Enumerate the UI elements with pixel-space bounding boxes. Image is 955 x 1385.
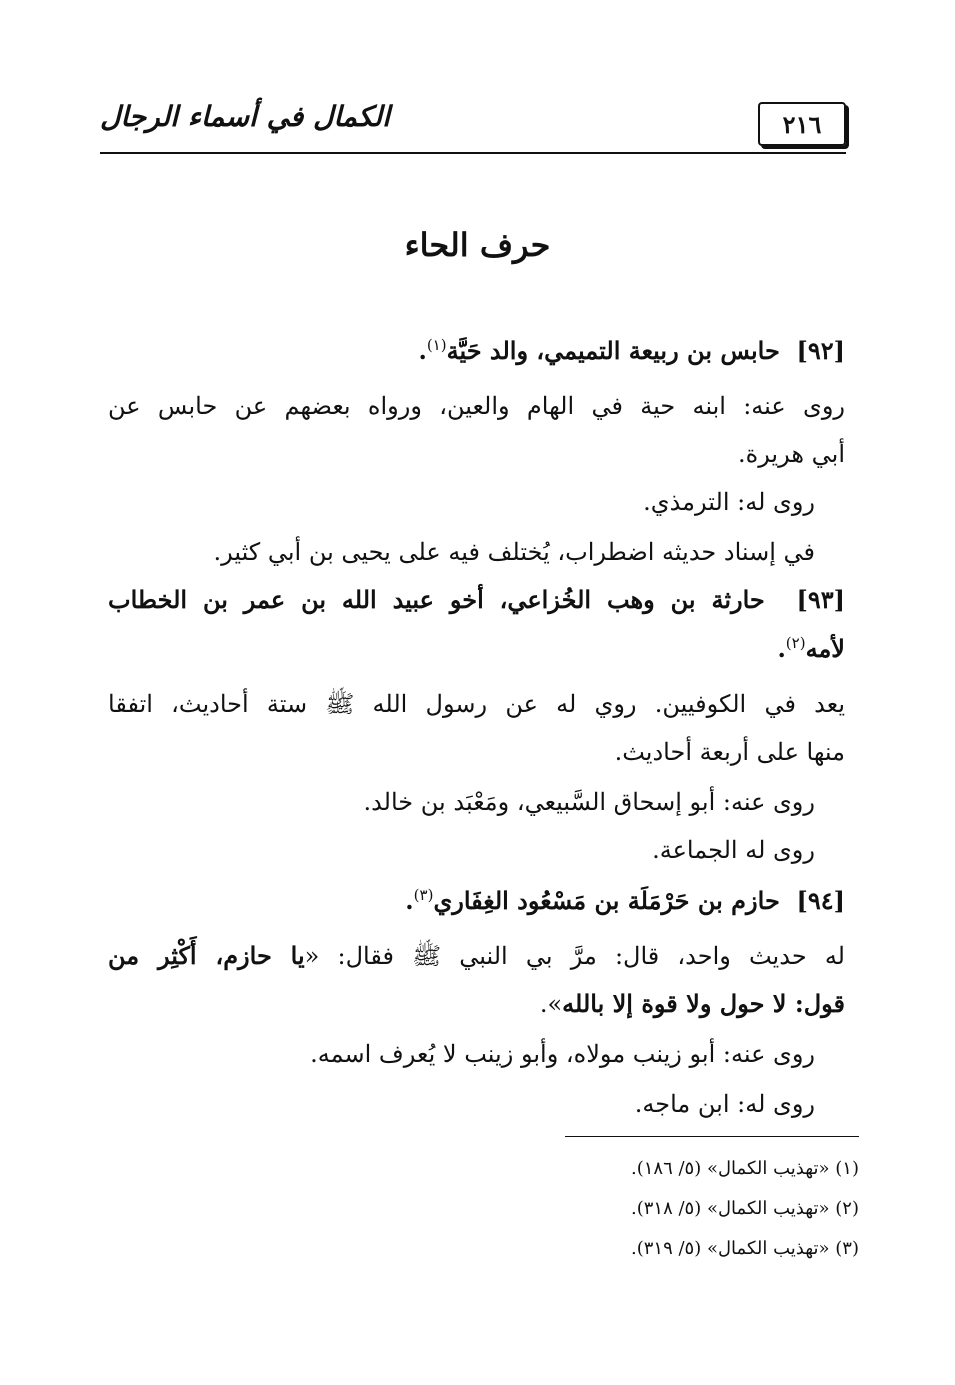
entry-text-line: روى له: ابن ماجه. [634, 1090, 815, 1118]
footnote-divider [565, 1136, 859, 1137]
entry-title-cont: لأمه [805, 634, 845, 663]
entry-title: حابس بن ربيعة التميمي، والد حَيَّة [446, 336, 780, 365]
entry-94-heading [405, 886, 845, 916]
entry-end-mark: . [777, 634, 786, 663]
hadith-intro: له حديث واحد، قال: مرَّ بي النبي ﷺ فقال: « [304, 942, 845, 970]
entry-text-line: روى عنه: أبو زينب مولاه، وأبو زينب لا يُعرف اسمه. [310, 1040, 815, 1068]
hadith-text: يا حازم، أَكْثِر من [108, 941, 305, 970]
page-number: ٢١٦ [758, 102, 846, 146]
entry-text-line: يعد في الكوفيين. روي له عن رسول الله ﷺ ستة أحاديث، اتفقا [108, 690, 845, 718]
page-header [100, 92, 846, 154]
footnote-ref: (١) [426, 336, 447, 354]
entry-text-line: روى له: الترمذي. [643, 488, 815, 516]
entry-number: [٩٤] [796, 886, 845, 915]
header-divider [100, 152, 846, 154]
entry-number: [٩٢] [796, 336, 845, 365]
footnote: (١) «تهذيب الكمال» (٥/ ١٨٦). [630, 1158, 859, 1179]
entry-text-line [108, 942, 845, 971]
footnote: (٢) «تهذيب الكمال» (٥/ ٣١٨). [630, 1198, 859, 1219]
entry-text-line: روى عنه: أبو إسحاق السَّبيعي، ومَعْبَد بن خالد. [363, 788, 815, 816]
hadith-close: ». [539, 990, 563, 1018]
entry-number: [٩٣] [796, 585, 845, 614]
entry-title: حازم بن حَرْمَلَة بن مَسْعُود الغِفَاري [433, 886, 780, 915]
entry-end-mark: . [405, 886, 414, 915]
footnote-ref: (٣) [413, 886, 434, 904]
entry-end-mark: . [418, 336, 427, 365]
entry-93-heading-cont [777, 634, 845, 664]
book-title: الكمال في أسماء الرجال [100, 100, 390, 133]
entry-text-line: روى عنه: ابنه حية في الهام والعين، ورواه بعضهم عن حابس عن [108, 392, 845, 420]
entry-92-heading [418, 336, 845, 366]
entry-text-line: أبي هريرة. [737, 440, 845, 468]
entry-text-line [540, 990, 845, 1019]
entry-text-line: منها على أربعة أحاديث. [614, 738, 845, 766]
entry-title: حارثة بن وهب الخُزاعي، أخو عبيد الله بن عمر بن الخطاب [108, 585, 765, 614]
entry-text-line: روى له الجماعة. [652, 836, 815, 864]
entry-text-line: في إسناد حديثه اضطراب، يُختلف فيه على يحيى بن أبي كثير. [213, 538, 815, 566]
hadith-text-cont: قول: لا حول ولا قوة إلا بالله [562, 989, 845, 1018]
footnote-ref: (٢) [785, 634, 806, 652]
entry-93-heading [108, 586, 845, 615]
footnote: (٣) «تهذيب الكمال» (٥/ ٣١٩). [630, 1238, 859, 1259]
section-title: حرف الحاء [404, 226, 551, 264]
